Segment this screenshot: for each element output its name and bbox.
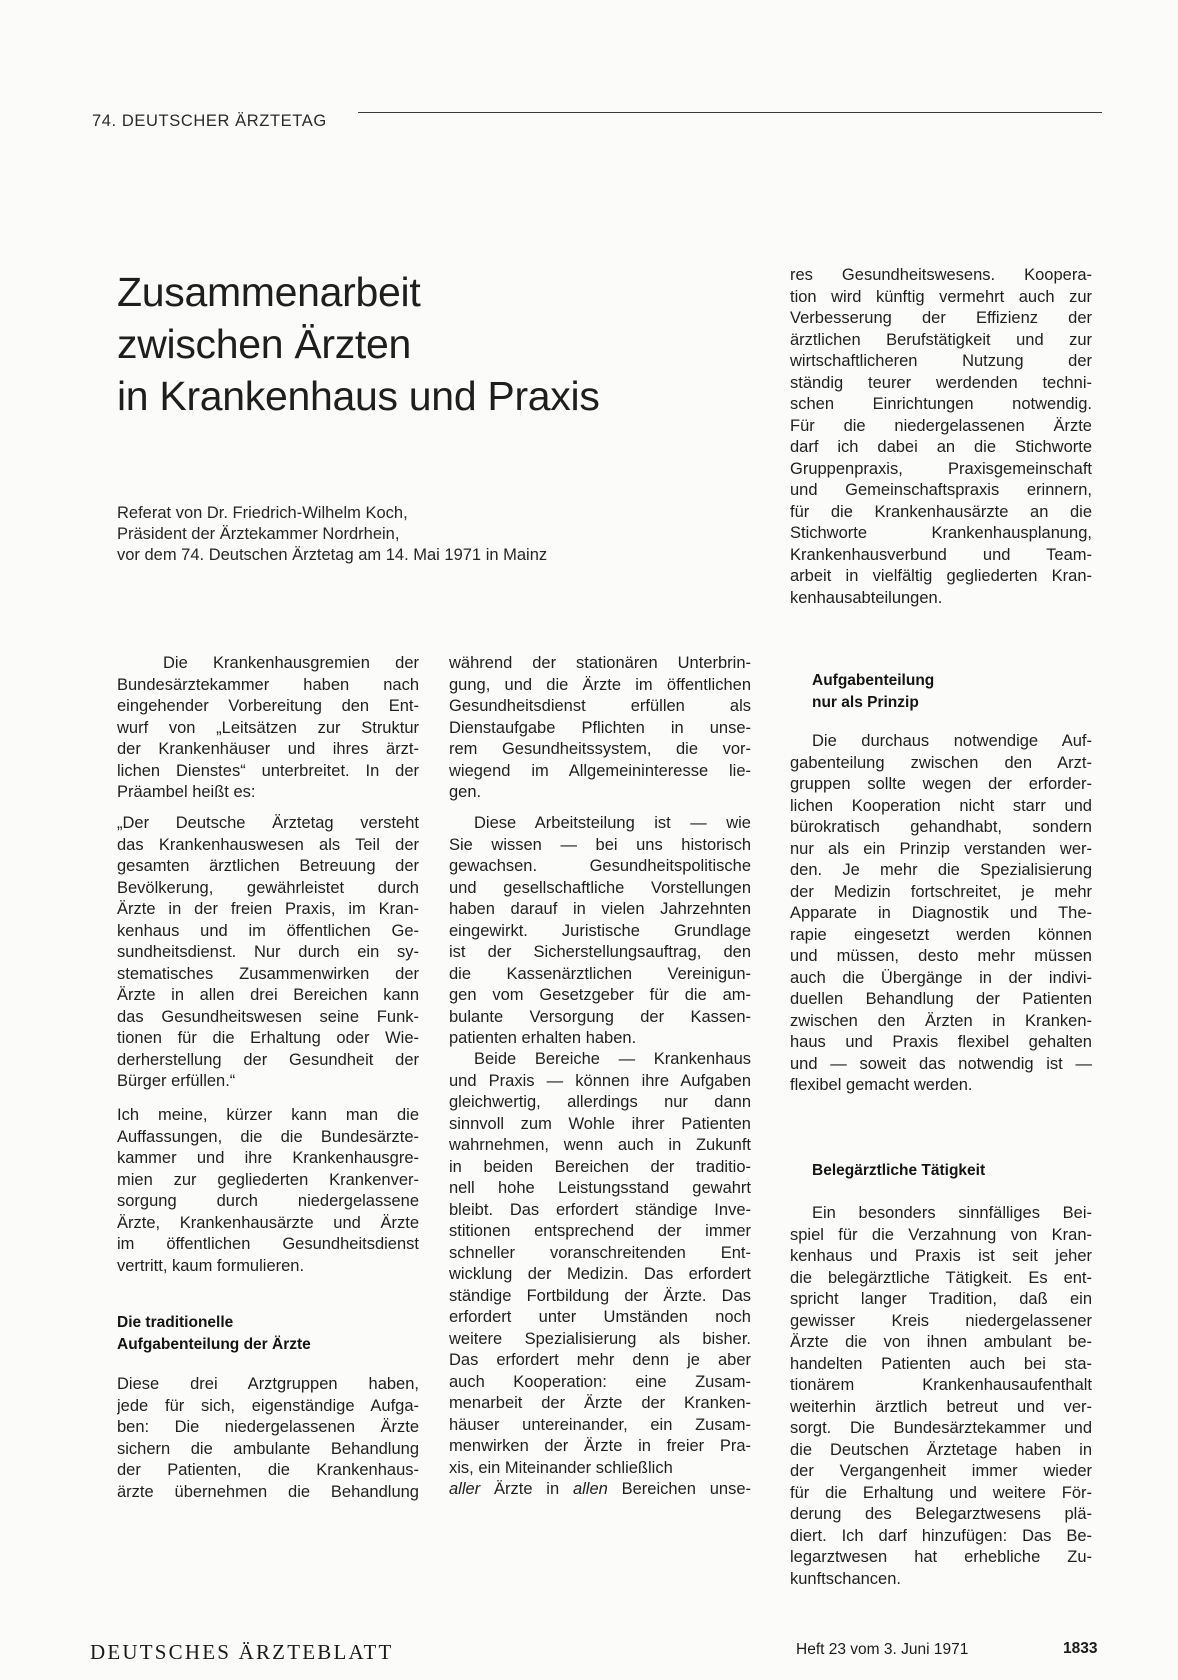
text-line: eingehender Vorbereitung den Ent- — [117, 697, 419, 715]
text-line: Krankenhausverbund und Team- — [790, 545, 1092, 564]
text-line: haus und Praxis flexibel gehalten — [790, 1033, 1092, 1051]
text-line: eingewirkt. Juristische Grundlage — [449, 921, 751, 940]
text-line: die Kassenärztlichen Vereinigun- — [449, 964, 751, 983]
text-line: ärzte übernehmen die Behandlung — [117, 1482, 419, 1501]
paragraph — [117, 1374, 419, 1503]
text-line: diert. Ich darf hinzufügen: Das Be- — [790, 1526, 1092, 1545]
footer-masthead: DEUTSCHES ÄRZTEBLATT — [90, 1640, 394, 1664]
paragraph — [449, 653, 751, 804]
text-line: arbeit in vielfältig gegliederten Kran- — [790, 567, 1092, 585]
text-line: das Gesundheitswesen seine Funk- — [117, 1007, 419, 1026]
text-line: ärztlichen Berufstätigkeit und zur — [790, 330, 1092, 349]
text-line: kunftschancen. — [790, 1569, 901, 1588]
text-line: erfordert unter Umständen noch — [449, 1308, 751, 1326]
text-line: gesamten ärztlichen Betreuung der — [117, 857, 419, 875]
text-line: nell hohe Leistungsstand gewahrt — [449, 1179, 751, 1197]
text-line: Stichworte Krankenhausplanung, — [790, 524, 1092, 542]
text-line: tionärem Krankenhausaufenthalt — [790, 1376, 1092, 1394]
text-line: duellen Behandlung der Patienten — [790, 990, 1092, 1008]
text-line: schneller voranschreitenden Ent- — [449, 1243, 751, 1262]
text-line: jede für sich, eigenständige Aufga- — [117, 1396, 419, 1415]
text-line: Ärzte die von ihnen ambulant be- — [790, 1333, 1092, 1351]
text-line: ständige Fortbildung der Ärzte. Das — [449, 1286, 751, 1305]
text-line: Ärzte in allen drei Bereichen kann — [117, 986, 419, 1004]
text-line: lichen Dienstes“ unterbreitet. In der — [117, 761, 419, 780]
text-line: Auffassungen, die die Bundesärzte- — [117, 1127, 419, 1146]
text-line: weitere Spezialisierung als bisher. — [449, 1329, 751, 1348]
text-line: gung, und die Ärzte im öffentlichen — [449, 675, 751, 694]
section-heading — [117, 1312, 311, 1355]
text-line: flexibel gemacht werden. — [790, 1076, 973, 1094]
text-line: in beiden Bereichen der traditio- — [449, 1157, 751, 1176]
text-line: vertritt, kaum formulieren. — [117, 1256, 305, 1275]
title-line: Zusammenarbeit — [117, 269, 421, 315]
text-line: sichern die ambulante Behandlung — [117, 1439, 419, 1458]
text-line: auch Kooperation: eine Zusam- — [449, 1372, 751, 1391]
paragraph — [117, 1105, 419, 1277]
section-heading-line: nur als Prinzip — [812, 693, 919, 711]
text-line: derherstellung der Gesundheit der — [117, 1050, 419, 1069]
text-line: und gesellschaftliche Vorstellungen — [449, 878, 751, 897]
text-line: Die durchaus notwendige Auf- — [812, 732, 1092, 750]
text-line: während der stationären Unterbrin- — [449, 654, 751, 672]
text-line: legarztwesen hat erhebliche Zu- — [790, 1548, 1092, 1566]
paragraph-last-line — [449, 1479, 751, 1501]
text-line: stitionen entsprechend der immer — [449, 1222, 751, 1240]
text-line: schen Einrichtungen notwendig. — [790, 395, 1092, 413]
section-heading-line: Die traditionelle — [117, 1314, 234, 1331]
paragraph — [449, 1049, 751, 1479]
text-line: wirtschaftlicheren Nutzung der — [790, 352, 1092, 370]
paragraph — [790, 1203, 1092, 1590]
text-line: zwischen den Ärzten in Kranken- — [790, 1011, 1092, 1030]
text-line: sorgt. Die Bundesärztekammer und — [790, 1419, 1092, 1437]
text-column-3 — [790, 0, 1092, 1620]
byline-line: vor dem 74. Deutschen Ärztetag am 14. Mai 1971 in Mainz — [117, 546, 548, 564]
text-line: Verbesserung der Effizienz der — [790, 309, 1092, 327]
title-line: zwischen Ärzten — [117, 321, 412, 367]
text-line: tionen für die Erhaltung oder Wie- — [117, 1029, 419, 1047]
text-line: bulante Versorgung der Kassen- — [449, 1007, 751, 1026]
text-line: menwirken der Ärzte in freier Pra- — [449, 1437, 751, 1455]
text-line: wahrnehmen, wenn auch in Zukunft — [449, 1136, 751, 1154]
text-line: sundheitsdienst. Nur durch ein sy- — [117, 943, 419, 961]
text-line: gewachsen. Gesundheitspolitische — [449, 857, 751, 875]
text-line: und — soweit das notwendig ist — — [790, 1054, 1092, 1073]
emphasis: allen — [572, 1480, 608, 1498]
text-line: gruppen sollte wegen der erforder- — [790, 775, 1092, 793]
paragraph — [117, 653, 419, 804]
text-line: Die Krankenhausgremien der — [163, 654, 419, 672]
text-line: wicklung der Medizin. Das erfordert — [449, 1265, 751, 1283]
text-line: Ärzte in der freien Praxis, im Kran- — [117, 900, 419, 918]
text-line: und müssen, desto mehr müssen — [790, 947, 1092, 965]
text-line: bürokratisch gehandhabt, sondern — [790, 818, 1092, 836]
text-line: kammer und ihre Krankenhausgre- — [117, 1149, 419, 1167]
text-line: nur als ein Prinzip verstanden wer- — [790, 839, 1092, 858]
text-line: Das erfordert mehr denn je aber — [449, 1351, 751, 1369]
text-line: ist der Sicherstellungsauftrag, den — [449, 943, 751, 961]
text-line: Bürger erfüllen.“ — [117, 1072, 236, 1090]
text-line: sinnvoll zum Wohle ihrer Patienten — [449, 1114, 751, 1133]
byline-line: Präsident der Ärztekammer Nordrhein, — [117, 525, 400, 543]
paragraph — [790, 731, 1092, 1097]
text-line: menarbeit der Ärzte der Kranken- — [449, 1394, 751, 1412]
text-line: Gruppenpraxis, Praxisgemeinschaft — [790, 459, 1092, 478]
text-line: ständig teurer werdenden techni- — [790, 373, 1092, 392]
text-line: das Krankenhauswesen als Teil der — [117, 835, 419, 854]
text-line: xis, ein Miteinander schließlich — [449, 1458, 673, 1477]
text-line: darf ich dabei an die Stichworte — [790, 438, 1092, 456]
running-head: 74. DEUTSCHER ÄRZTETAG — [92, 112, 327, 130]
text-line: der Vergangenheit immer wieder — [790, 1462, 1092, 1480]
quotation-paragraph — [117, 813, 419, 1093]
text-line: Ein besonders sinnfälliges Bei- — [812, 1204, 1092, 1222]
text-column-1 — [117, 0, 419, 1620]
text-line: mien zur gegliederten Krankenver- — [117, 1170, 419, 1189]
text-line: Bevölkerung, gewährleistet durch — [117, 878, 419, 897]
byline-line: Referat von Dr. Friedrich-Wilhelm Koch, — [117, 504, 408, 522]
text-line: gleichwertig, allerdings nur dann — [449, 1093, 751, 1111]
text-line: und Gemeinschaftspraxis erinnern, — [790, 481, 1092, 499]
text-line: die belegärztliche Tätigkeit. Es ent- — [790, 1268, 1092, 1287]
text-run: Ärzte in — [480, 1480, 573, 1498]
text-line: der Patienten, die Krankenhaus- — [117, 1461, 419, 1479]
text-line: gen. — [449, 783, 482, 801]
text-line: Apparate in Diagnostik und The- — [790, 904, 1092, 922]
text-line: und Praxis — können ihre Aufgaben — [449, 1071, 751, 1090]
paragraph — [790, 265, 1092, 609]
text-line: kenhausabteilungen. — [790, 588, 943, 607]
text-line: derung des Belegarztwesens plä- — [790, 1505, 1092, 1523]
text-line: für die Erhaltung und weitere För- — [790, 1483, 1092, 1502]
text-line: Ich meine, kürzer kann man die — [117, 1106, 419, 1124]
text-line: der Medizin fortschreitet, je mehr — [790, 882, 1092, 901]
text-line: Dienstaufgabe Pflichten in unse- — [449, 718, 751, 737]
text-line: weiterhin ärztlich betreut und ver- — [790, 1397, 1092, 1416]
section-heading-line: Belegärztliche Tätigkeit — [812, 1162, 986, 1179]
text-line: auch die Übergänge in der indivi- — [790, 968, 1092, 987]
text-line: „Der Deutsche Ärztetag versteht — [117, 814, 419, 832]
text-line: Diese Arbeitsteilung ist — wie — [474, 814, 751, 832]
text-line: lichen Kooperation nicht starr und — [790, 796, 1092, 815]
text-line: Diese drei Arztgruppen haben, — [117, 1375, 419, 1393]
section-heading-line: Aufgabenteilung der Ärzte — [117, 1335, 311, 1353]
section-heading — [812, 1160, 985, 1182]
text-line: häuser untereinander, ein Zusam- — [449, 1415, 751, 1434]
page-number: 1833 — [1063, 1640, 1098, 1657]
text-line: der Krankenhäuser und ihres ärzt- — [117, 740, 419, 758]
text-line: wiegend im Allgemeininteresse lie- — [449, 761, 751, 780]
text-line: res Gesundheitswesens. Koopera- — [790, 266, 1092, 284]
text-run: Bereichen unse- — [607, 1480, 751, 1498]
footer-issue: Heft 23 vom 3. Juni 1971 — [796, 1641, 969, 1658]
text-line: kenhaus und Praxis ist seit jeher — [790, 1247, 1092, 1265]
text-line: spricht langer Tradition, daß ein — [790, 1290, 1092, 1308]
text-line: Ärzte, Krankenhausärzte und Ärzte — [117, 1213, 419, 1232]
text-line: Präambel heißt es: — [117, 783, 256, 801]
text-line: kenhaus und im öffentlichen Ge- — [117, 921, 419, 940]
text-line: im öffentlichen Gesundheitsdienst — [117, 1235, 419, 1253]
text-line: haben darauf in vielen Jahrzehnten — [449, 900, 751, 918]
text-line: gen vom Gesetzgeber für die am- — [449, 986, 751, 1004]
text-line: sorgung durch niedergelassene — [117, 1192, 419, 1210]
text-line: rapie eingesetzt werden können — [790, 925, 1092, 944]
text-line: Beide Bereiche — Krankenhaus — [474, 1050, 751, 1068]
title-line: in Krankenhaus und Praxis — [117, 373, 600, 419]
text-column-2 — [449, 0, 751, 1620]
text-line: handelten Patienten auch bei sta- — [790, 1354, 1092, 1373]
text-line: gabenteilung zwischen den Arzt- — [790, 753, 1092, 772]
section-heading-line: Aufgabenteilung — [812, 672, 935, 689]
text-line: gewisser Kreis niedergelassener — [790, 1311, 1092, 1330]
emphasis: aller — [449, 1480, 481, 1498]
text-line: Gesundheitsdienst erfüllen als — [449, 697, 751, 715]
section-heading — [812, 670, 934, 713]
text-line: die Deutschen Ärztetage haben in — [790, 1440, 1092, 1459]
text-line: Sie wissen — bei uns historisch — [449, 835, 751, 854]
text-line: tion wird künftig vermehrt auch zur — [790, 287, 1092, 306]
text-line: spiel für die Verzahnung von Kran- — [790, 1225, 1092, 1244]
text-line: ben: Die niedergelassenen Ärzte — [117, 1418, 419, 1436]
text-line: rem Gesundheitssystem, die vor- — [449, 740, 751, 758]
text-line: wurf von „Leitsätzen zur Struktur — [117, 718, 419, 737]
text-line: Für die niedergelassenen Ärzte — [790, 416, 1092, 435]
text-line: stematisches Zusammenwirken der — [117, 964, 419, 983]
text-line: bleibt. Das erfordert ständige Inve- — [449, 1200, 751, 1219]
paragraph — [449, 813, 751, 1050]
text-line — [449, 1479, 751, 1501]
text-line: patienten erhalten haben. — [449, 1029, 637, 1047]
text-line: Bundesärztekammer haben nach — [117, 675, 419, 694]
text-line: den. Je mehr die Spezialisierung — [790, 861, 1092, 879]
text-line: für die Krankenhausärzte an die — [790, 502, 1092, 521]
